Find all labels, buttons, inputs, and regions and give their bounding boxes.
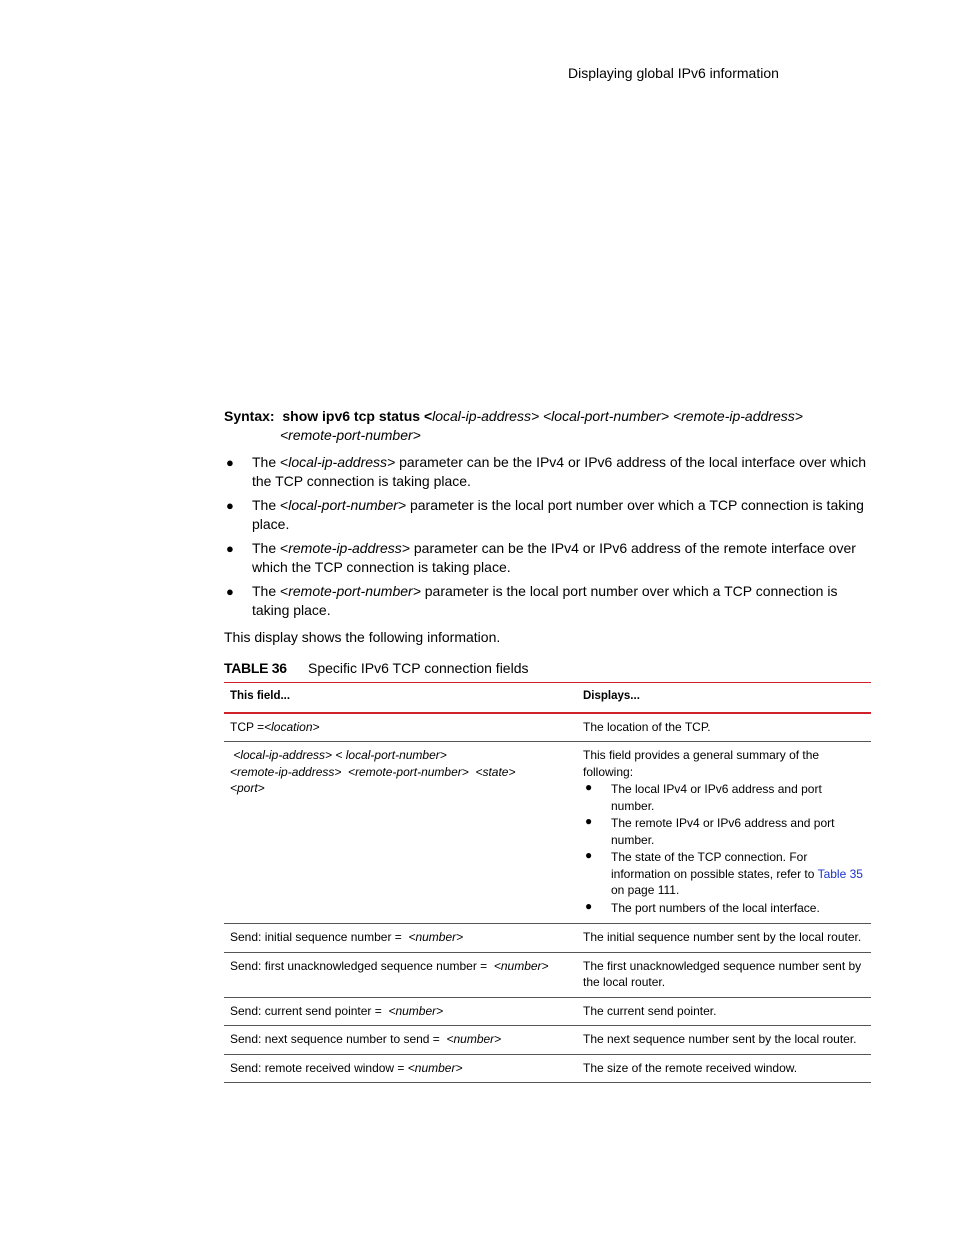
table-35-link[interactable]: Table 35	[817, 866, 863, 881]
list-item: ● The state of the TCP connection. For information on possible states, refer to Table 35 on page 111.	[585, 848, 863, 897]
intro-text: This display shows the following information.	[224, 629, 501, 645]
table-row: Send: next sequence number to send = <number> The next sequence number sent by the local router.	[224, 1026, 871, 1055]
list-item: ● The port numbers of the local interface.	[585, 898, 820, 915]
column-header-field: This field...	[224, 683, 577, 713]
summary-list	[583, 781, 865, 916]
table-header-row	[224, 683, 871, 713]
list-item: ● The <local-port-number> parameter is the local port number over which a TCP connection is taking place.	[226, 497, 864, 532]
list-item: ● The <remote-port-number> parameter is the local port number over which a TCP connection is taking place.	[226, 583, 838, 618]
list-item: ● The <local-ip-address> parameter can be the IPv4 or IPv6 address of the local interface over which the TCP connection is taking place.	[226, 454, 867, 489]
bullet-icon: ●	[585, 848, 593, 862]
list-item: ● The <remote-ip-address> parameter can be the IPv4 or IPv6 address of the remote interface over which the TCP connection is taking place.	[226, 540, 856, 575]
table-caption	[224, 660, 529, 676]
fields-table	[224, 682, 871, 1083]
table-row: TCP =<location> The location of the TCP.	[224, 713, 871, 742]
syntax-label: Syntax:	[224, 408, 275, 424]
bullet-icon: ●	[226, 584, 234, 599]
syntax-block	[224, 407, 864, 445]
table-title: Specific IPv6 TCP connection fields	[308, 660, 529, 676]
table-number: TABLE 36	[224, 660, 287, 676]
table-row: Send: initial sequence number = <number> The initial sequence number sent by the local router.	[224, 924, 871, 953]
bullet-icon: ●	[226, 541, 234, 556]
table-row: Send: remote received window = <number> The size of the remote received window.	[224, 1054, 871, 1083]
bullet-icon: ●	[585, 780, 593, 794]
parameter-list	[224, 453, 872, 625]
bullet-icon: ●	[226, 498, 234, 513]
bullet-icon: ●	[226, 455, 234, 470]
list-item: ● The local IPv4 or IPv6 address and port number.	[585, 780, 822, 813]
column-header-displays: Displays...	[577, 683, 871, 713]
bullet-icon: ●	[585, 898, 593, 913]
table-row: Send: current send pointer = <number> The current send pointer.	[224, 997, 871, 1026]
page-header: Displaying global IPv6 information	[568, 65, 779, 81]
bullet-icon: ●	[585, 814, 593, 828]
list-item: ● The remote IPv4 or IPv6 address and port number.	[585, 814, 835, 847]
table-row: <local-ip-address> < local-port-number> <remote-ip-address> <remote-port-number> <state> <port> This field provides a general summary of the following: ● The local IPv4 or IPv6 address and port number. ● The remote IPv4 or IPv6 address and port number. ● The state of the TCP connection. For information on possible states, refer to Table 35 on page 111. ● The port numbers of the local interface.	[224, 742, 871, 924]
table-row: Send: first unacknowledged sequence number = <number> The first unacknowledged sequence number sent by the local router.	[224, 952, 871, 997]
syntax-params-continued: <remote-port-number>	[280, 427, 421, 443]
syntax-command: show ipv6 tcp status <	[282, 408, 433, 424]
syntax-params: local-ip-address> <local-port-number> <remote-ip-address>	[432, 408, 803, 424]
